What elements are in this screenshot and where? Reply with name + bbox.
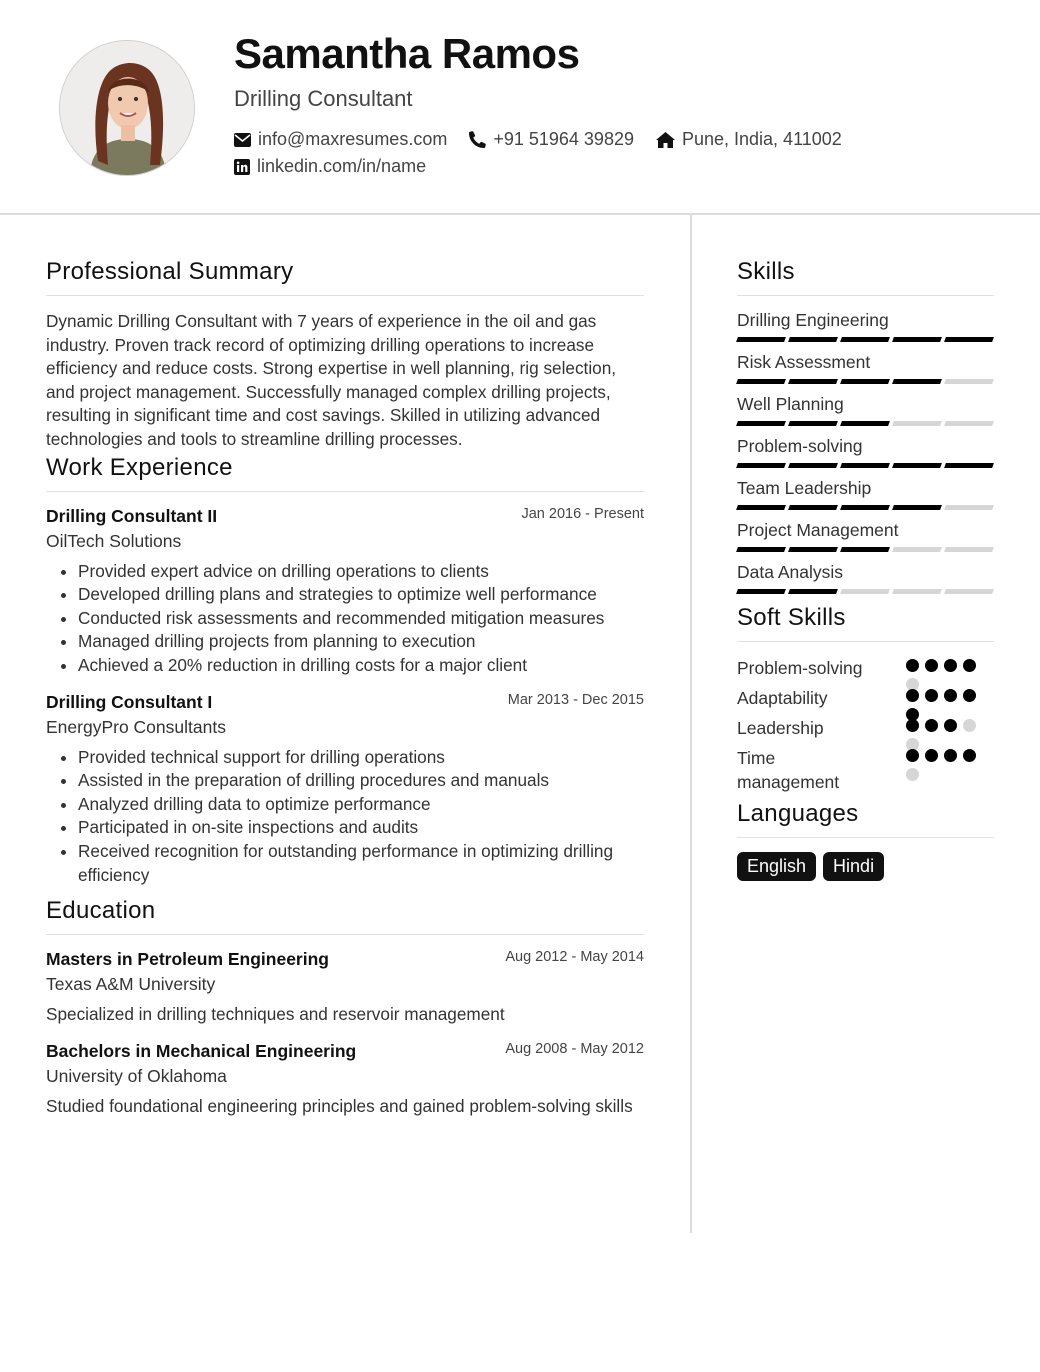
education-entry bbox=[46, 949, 644, 1027]
skill-level-segment bbox=[840, 337, 890, 342]
rating-dot bbox=[963, 749, 976, 762]
skill-name: Project Management bbox=[737, 520, 899, 540]
job-bullet: • Participated in on-site inspections and audits bbox=[78, 816, 644, 840]
job-bullet: • Developed drilling plans and strategies to optimize well performance bbox=[78, 583, 644, 607]
school-name: University of Oklahoma bbox=[46, 1065, 227, 1086]
rating-dot bbox=[944, 749, 957, 762]
candidate-title: Drilling Consultant bbox=[234, 86, 413, 111]
job-title: Drilling Consultant I bbox=[46, 691, 213, 712]
envelope-icon bbox=[234, 133, 251, 147]
skill-name: Drilling Engineering bbox=[737, 310, 889, 330]
skill-level-segment bbox=[892, 589, 942, 594]
soft-skills-heading: Soft Skills bbox=[737, 604, 994, 642]
skills-heading: Skills bbox=[737, 258, 994, 296]
linkedin-icon bbox=[234, 159, 250, 175]
education-description: Studied foundational engineering principles and gained problem-solving skills bbox=[46, 1095, 633, 1116]
job-company: OilTech Solutions bbox=[46, 530, 182, 551]
rating-dot bbox=[925, 749, 938, 762]
rating-dot bbox=[925, 719, 938, 732]
rating-dot bbox=[925, 659, 938, 672]
skill-level-segment bbox=[944, 421, 994, 426]
contact-email[interactable] bbox=[234, 129, 447, 150]
education-entry bbox=[46, 1041, 644, 1119]
soft-skill-name: Problem-solving bbox=[737, 658, 863, 678]
rating-dot bbox=[906, 749, 919, 762]
language-badge: Hindi bbox=[823, 852, 884, 881]
contact-row bbox=[234, 129, 864, 150]
email-text: info@maxresumes.com bbox=[258, 129, 448, 149]
skill-level-segment bbox=[736, 337, 786, 342]
skill-level-segment bbox=[892, 379, 942, 384]
resume-header bbox=[0, 0, 1040, 215]
soft-skill-name: Adaptability bbox=[737, 688, 828, 708]
location-text: Pune, India, 411002 bbox=[681, 129, 842, 149]
rating-dot bbox=[944, 659, 957, 672]
skill-level-segment bbox=[736, 547, 786, 552]
skill-item bbox=[737, 394, 994, 426]
rating-dot bbox=[944, 719, 957, 732]
skill-level-segment bbox=[840, 589, 890, 594]
column-divider bbox=[690, 215, 692, 1233]
soft-skill-rating bbox=[906, 749, 986, 781]
skill-item bbox=[737, 352, 994, 384]
side-column bbox=[737, 258, 994, 881]
education-description: Specialized in drilling techniques and reservoir management bbox=[46, 1004, 505, 1025]
job-entry bbox=[46, 506, 644, 678]
skill-level-bar bbox=[737, 337, 994, 342]
job-date: Jan 2016 - Present bbox=[521, 505, 644, 522]
skill-level-segment bbox=[788, 547, 838, 552]
rating-dot bbox=[963, 719, 976, 732]
rating-dot bbox=[963, 689, 976, 702]
skill-item bbox=[737, 478, 994, 510]
skill-level-segment bbox=[736, 505, 786, 510]
skill-level-segment bbox=[840, 379, 890, 384]
job-bullet: • Achieved a 20% reduction in drilling costs for a major client bbox=[78, 654, 644, 678]
contact-linkedin[interactable] bbox=[234, 156, 426, 177]
contact-phone[interactable] bbox=[469, 129, 634, 150]
skill-name: Team Leadership bbox=[737, 478, 872, 498]
skill-level-segment bbox=[892, 337, 942, 342]
job-date: Mar 2013 - Dec 2015 bbox=[507, 691, 644, 708]
skill-level-segment bbox=[944, 463, 994, 468]
job-bullet: • Provided expert advice on drilling operations to clients bbox=[78, 560, 644, 584]
skill-level-segment bbox=[788, 379, 838, 384]
skill-level-bar bbox=[737, 421, 994, 426]
skill-level-segment bbox=[840, 505, 890, 510]
soft-skill-name: Time management bbox=[737, 748, 840, 792]
summary-text: Dynamic Drilling Consultant with 7 years of experience in the oil and gas industry. Proven track record of optimizing drilling operations to increase efficiency and reduce costs. Strong expertise in well planning, rig selection, and project management. Successfully managed complex drilling projects, resulting in significant time and cost savings. Skilled in utilizing advanced technologies and tools to streamline drilling processes. bbox=[46, 311, 617, 449]
skill-name: Data Analysis bbox=[737, 562, 844, 582]
skill-level-segment bbox=[788, 589, 838, 594]
soft-skill-item bbox=[737, 656, 994, 682]
skill-item bbox=[737, 520, 994, 552]
skill-level-bar bbox=[737, 463, 994, 468]
soft-skill-name: Leadership bbox=[737, 718, 824, 738]
skill-level-segment bbox=[892, 547, 942, 552]
skill-item bbox=[737, 436, 994, 468]
skill-level-segment bbox=[944, 505, 994, 510]
summary-heading: Professional Summary bbox=[46, 258, 644, 296]
school-name: Texas A&M University bbox=[46, 974, 216, 995]
skill-level-segment bbox=[736, 589, 786, 594]
skill-level-segment bbox=[788, 337, 838, 342]
skill-level-segment bbox=[788, 421, 838, 426]
skill-level-segment bbox=[944, 337, 994, 342]
skill-level-bar bbox=[737, 547, 994, 552]
linkedin-text: linkedin.com/in/name bbox=[257, 156, 427, 176]
degree-title: Bachelors in Mechanical Engineering bbox=[46, 1040, 357, 1061]
skill-level-segment bbox=[788, 505, 838, 510]
skill-level-bar bbox=[737, 589, 994, 594]
skill-level-segment bbox=[736, 463, 786, 468]
job-bullets bbox=[46, 746, 644, 888]
rating-dot bbox=[925, 689, 938, 702]
home-icon bbox=[656, 132, 675, 148]
job-bullet: • Received recognition for outstanding performance in optimizing drilling efficiency bbox=[78, 840, 644, 887]
contact-location bbox=[656, 129, 842, 150]
skill-level-segment bbox=[788, 463, 838, 468]
rating-dot bbox=[963, 659, 976, 672]
phone-icon bbox=[469, 131, 486, 148]
main-column bbox=[46, 258, 644, 1130]
soft-skill-item bbox=[737, 716, 994, 742]
job-bullet: • Analyzed drilling data to optimize performance bbox=[78, 793, 644, 817]
skill-level-segment bbox=[892, 421, 942, 426]
skills-list bbox=[737, 310, 994, 594]
job-title: Drilling Consultant II bbox=[46, 505, 218, 526]
contact-row-2 bbox=[234, 156, 448, 177]
language-badge: English bbox=[737, 852, 816, 881]
skill-item bbox=[737, 310, 994, 342]
rating-dot bbox=[944, 689, 957, 702]
skill-level-segment bbox=[840, 421, 890, 426]
candidate-name: Samantha Ramos bbox=[234, 30, 580, 77]
skill-level-bar bbox=[737, 379, 994, 384]
skill-name: Risk Assessment bbox=[737, 352, 871, 372]
profile-photo bbox=[60, 41, 195, 176]
job-bullets bbox=[46, 560, 644, 678]
skill-name: Well Planning bbox=[737, 394, 844, 414]
skill-level-segment bbox=[944, 589, 994, 594]
skill-level-segment bbox=[840, 547, 890, 552]
skill-level-bar bbox=[737, 505, 994, 510]
languages-list bbox=[737, 852, 994, 881]
skill-level-segment bbox=[892, 505, 942, 510]
job-entry bbox=[46, 692, 644, 888]
skill-level-segment bbox=[944, 379, 994, 384]
skill-level-segment bbox=[736, 421, 786, 426]
education-date: Aug 2008 - May 2012 bbox=[505, 1040, 644, 1057]
soft-skill-item bbox=[737, 686, 994, 712]
skill-level-segment bbox=[892, 463, 942, 468]
experience-heading: Work Experience bbox=[46, 454, 644, 492]
skill-item bbox=[737, 562, 994, 594]
job-bullet: • Managed drilling projects from planning to execution bbox=[78, 630, 644, 654]
skill-level-segment bbox=[840, 463, 890, 468]
education-date: Aug 2012 - May 2014 bbox=[505, 949, 644, 966]
soft-skills-list bbox=[737, 656, 994, 794]
languages-heading: Languages bbox=[737, 800, 994, 838]
phone-text: +91 51964 39829 bbox=[493, 129, 634, 149]
job-company: EnergyPro Consultants bbox=[46, 716, 226, 737]
rating-dot bbox=[906, 719, 919, 732]
education-heading: Education bbox=[46, 897, 644, 935]
job-bullet: • Provided technical support for drilling operations bbox=[78, 746, 644, 770]
soft-skill-item bbox=[737, 746, 994, 794]
job-bullet: • Conducted risk assessments and recommended mitigation measures bbox=[78, 607, 644, 631]
skill-level-segment bbox=[944, 547, 994, 552]
degree-title: Masters in Petroleum Engineering bbox=[46, 949, 329, 970]
skill-level-segment bbox=[736, 379, 786, 384]
rating-dot bbox=[906, 689, 919, 702]
skill-name: Problem-solving bbox=[737, 436, 863, 456]
rating-dot bbox=[906, 768, 919, 781]
job-bullet: • Assisted in the preparation of drilling procedures and manuals bbox=[78, 769, 644, 793]
rating-dot bbox=[906, 659, 919, 672]
avatar bbox=[59, 40, 195, 176]
